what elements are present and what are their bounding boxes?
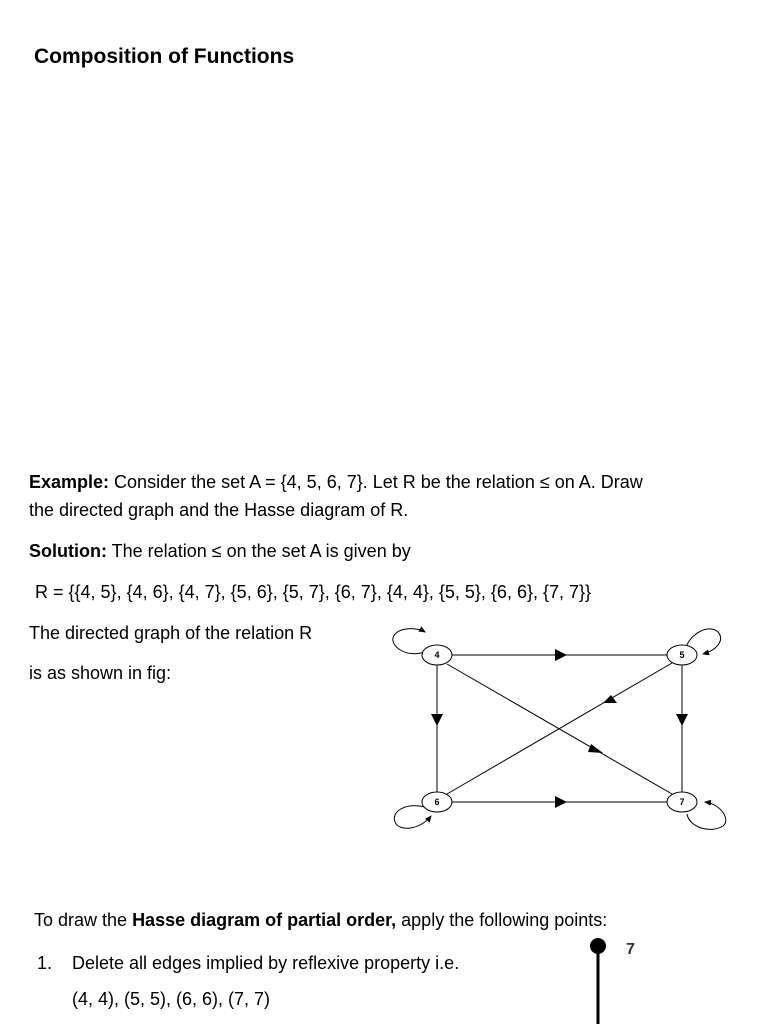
hasse-node-7 [590,938,606,954]
edge-5-7 [676,665,688,792]
hasse-intro-prefix: To draw the [34,910,133,930]
graph-intro-line-1: The directed graph of the relation R [29,623,313,643]
graph-node-5 [667,645,697,665]
solution-label: Solution: [29,541,107,561]
page-title: Composition of Functions [34,45,295,68]
solution-line [29,539,411,563]
svg-text:7: 7 [679,797,685,807]
example-label: Example: [29,472,110,492]
svg-text:5: 5 [679,650,685,660]
graph-node-4 [422,645,452,665]
relation-set: R = {{4, 5}, {4, 6}, {4, 7}, {5, 6}, {5, 7}, {6, 7}, {4, 4}, {5, 5}, {6, 6}, {7, 7}} [35,582,592,602]
graph-intro-line-2: is as shown in fig: [29,663,172,683]
hasse-intro [34,908,607,932]
hasse-node-label: 7 [626,941,635,958]
example-line-1 [29,470,643,494]
self-loop-6 [394,806,431,829]
hasse-intro-suffix: apply the following points: [396,910,608,930]
self-loop-4 [393,629,425,654]
step-number: 1. [37,953,53,973]
graph-node-6 [422,792,452,812]
step-detail: (4, 4), (5, 5), (6, 6), (7, 7) [72,989,271,1009]
example-text: Consider the set A = {4, 5, 6, 7}. Let R be the relation ≤ on A. Draw [109,472,643,492]
svg-text:6: 6 [434,797,440,807]
edge-6-7 [451,796,669,808]
directed-graph [385,622,735,837]
edge-4-5 [451,649,669,661]
hasse-intro-bold: Hasse diagram of partial order, [132,910,397,930]
hasse-diagram [580,934,650,1024]
edge-4-6 [431,665,443,792]
step-text: Delete all edges implied by reflexive property i.e. [72,953,460,973]
example-line-2: the directed graph and the Hasse diagram of R. [29,500,409,520]
solution-text: The relation ≤ on the set A is given by [106,541,411,561]
svg-text:4: 4 [434,650,440,660]
graph-node-7 [667,792,697,812]
